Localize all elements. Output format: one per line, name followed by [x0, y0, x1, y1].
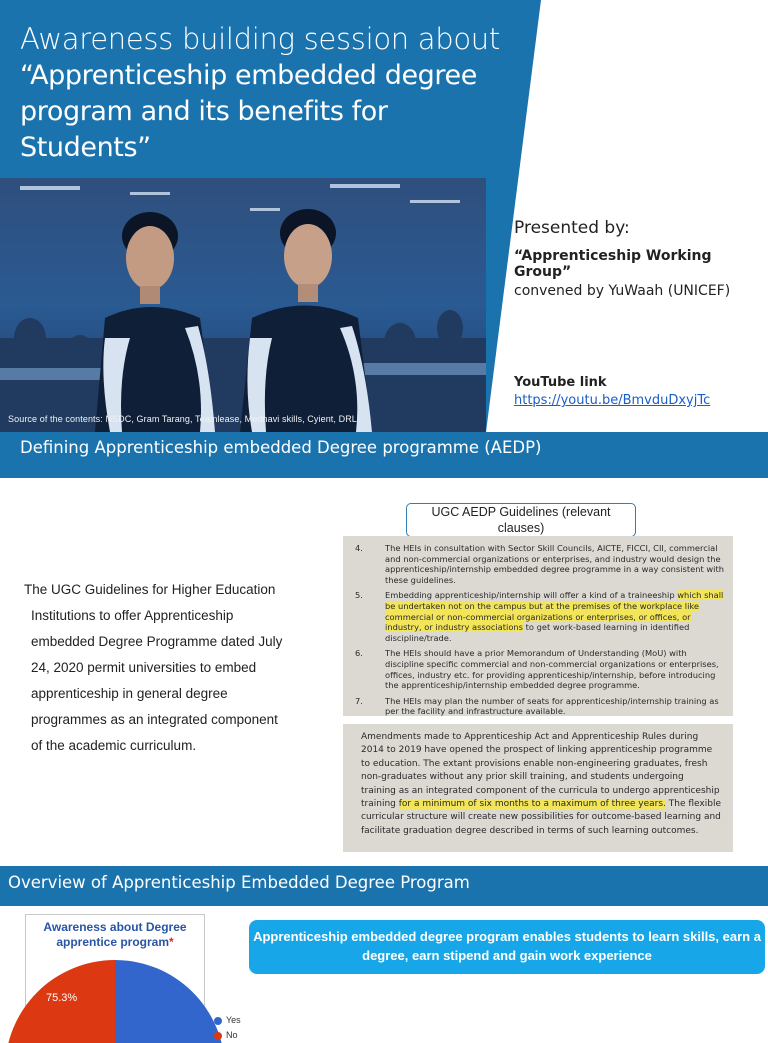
amendment-text-end: The flexible curricular structure will create new possibilities for outcome-based learning and facilitate graduation degree described in terms of such learning outcomes. — [361, 799, 721, 836]
slide-header-title: Defining Apprenticeship embedded Degree programme (AEDP) — [20, 438, 542, 457]
legend-label: No — [226, 1030, 238, 1040]
legend-label: Yes — [226, 1015, 241, 1025]
photo-source-caption: Source of the contents: NSDC, Gram Tarang, Teamlease, Medhavi skills, Cyient, DRL — [8, 414, 357, 424]
overview-slide — [0, 864, 768, 1040]
paragraph-line: The UGC Guidelines for Higher Education — [24, 582, 276, 597]
factory-workers-photo — [0, 178, 486, 432]
legend-item-no — [214, 1028, 241, 1043]
paragraph-line: embedded Degree Programme dated July — [31, 634, 283, 649]
highlighted-text: which shall be undertaken not on the campus but at the premises of the workplace like commercial or non-commercial organizations or enterprises, or offices, or industry, or industry associations — [385, 590, 724, 633]
pie-slice-yes — [115, 960, 225, 1043]
clause-number: 7. — [355, 695, 363, 706]
clause-text: The HEIs in consultation with Sector Skill Councils, AICTE, FICCI, CII, commercial and non-commercial organizations or enterprises, and industry would design the apprenticeship/internship embedded degree programme in a way consistent with these guidelines. — [385, 543, 724, 585]
youtube-label: YouTube link — [514, 375, 607, 390]
slide-header-title: Overview of Apprenticeship Embedded Degree Program — [8, 873, 470, 892]
clause-number: 5. — [355, 590, 363, 601]
benefits-callout: Apprenticeship embedded degree program enables students to learn skills, earn a degree, earn stipend and gain work experience — [249, 920, 765, 974]
chart-title: Awareness about Degree apprentice program* — [43, 920, 187, 949]
pie-chart-svg — [26, 945, 204, 1025]
pie-data-label: 75.3% — [46, 992, 78, 1004]
paragraph-line: apprenticeship in general degree — [31, 686, 228, 701]
clause-text: Embedding apprenticeship/internship will offer a kind of a traineeship which shall be undertaken not on the campus but at the premises of the workplace like commercial or non-commercial organizations or enterprises, or offices, or industry, or industry associations to get work-based learning in identified discipline/trade. — [385, 590, 724, 643]
clause-item — [351, 543, 725, 585]
legend-dot — [214, 1017, 222, 1025]
presenter-info — [514, 218, 766, 299]
clause-number: 4. — [355, 543, 363, 553]
amendment-scan — [343, 724, 733, 852]
youtube-link[interactable]: https://youtu.be/BmvduDxyjTc — [514, 393, 711, 408]
chart-legend — [214, 1013, 241, 1043]
clause-number: 6. — [355, 648, 363, 659]
aedp-definition-slide — [0, 432, 768, 864]
title-line-2: “Apprenticeship embedded degree program and its benefits for Students” — [20, 60, 477, 163]
youtube-section — [514, 375, 710, 408]
highlighted-text: for a minimum of six months to a maximum of three years. — [398, 799, 666, 810]
paragraph-line: Institutions to offer Apprenticeship — [31, 608, 234, 623]
group-name: “Apprenticeship Working Group” — [514, 248, 712, 280]
paragraph-line: 24, 2020 permit universities to embed — [31, 660, 257, 675]
clause-text: The HEIs may plan the number of seats for apprenticeship/internship training as per the facility and infrastructure available. — [385, 695, 719, 717]
clause-text: The HEIs should have a prior Memorandum of Understanding (MoU) with discipline specific commercial and non-commercial organizations or enterprises, offices, industry etc. for providing apprenticeship/internship, before introducing the apprenticeship/internship embedded degree programme. — [385, 648, 719, 691]
clause-item — [351, 696, 725, 717]
ugc-guidelines-label-box: UGC AEDP Guidelines (relevant clauses) — [406, 503, 636, 537]
legend-item-yes — [214, 1013, 241, 1028]
paragraph-line: programmes as an integrated component — [31, 712, 278, 727]
clause-item — [351, 590, 725, 643]
title-line-1: Awareness building session about — [20, 22, 500, 56]
presented-by-label: Presented by: — [514, 218, 630, 238]
presentation-title — [20, 22, 500, 166]
legend-dot — [214, 1032, 222, 1040]
convened-by: convened by YuWaah (UNICEF) — [514, 283, 731, 299]
amendment-text: Amendments made to Apprenticeship Act and Apprenticeship Rules during 2014 to 2019 have opened the prospect of linking apprenticeship programme to education. The extant provisions enable non-engineering graduates, fresh non-graduates without any prior skill training, and students undergoing training as an integrated component of the curricula to undergo apprenticeship training — [361, 732, 720, 810]
title-slide — [0, 0, 768, 432]
paragraph-line: of the academic curriculum. — [31, 738, 197, 753]
slide-header-bar — [0, 432, 768, 478]
ugc-guidelines-paragraph — [24, 577, 314, 759]
awareness-pie-chart — [25, 914, 241, 1040]
guidelines-clauses-scan — [343, 536, 733, 716]
clause-item — [351, 648, 725, 690]
slide-header-bar — [0, 866, 768, 906]
